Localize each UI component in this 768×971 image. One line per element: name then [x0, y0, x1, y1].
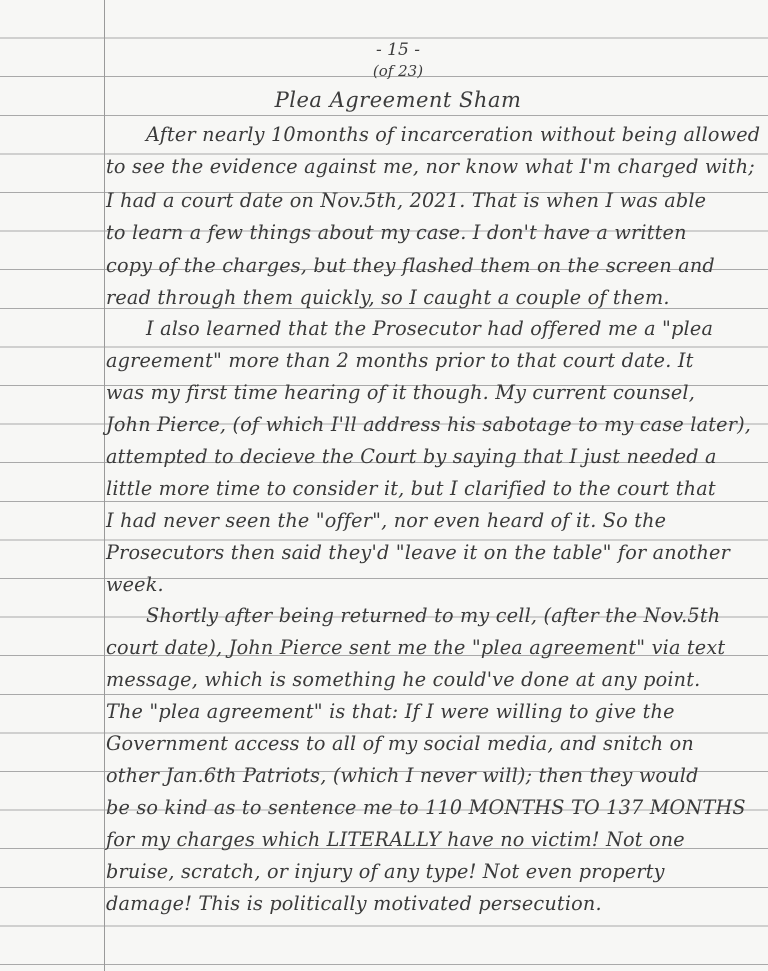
- text-line: attempted to decieve the Court by saying that I just needed a: [106, 445, 717, 468]
- text-line: Shortly after being returned to my cell, (after the Nov.5th: [146, 604, 721, 627]
- text-line: bruise, scratch, or injury of any type! Not even property: [106, 860, 665, 883]
- text-line: read through them quickly, so I caught a couple of them.: [106, 286, 670, 309]
- page-number: - 15 -: [376, 40, 420, 60]
- text-line: copy of the charges, but they flashed them on the screen and: [106, 254, 715, 277]
- page-title: Plea Agreement Sham: [274, 88, 522, 112]
- text-line: was my first time hearing of it though. My current counsel,: [106, 381, 696, 404]
- text-line: be so kind as to sentence me to 110 MONTHS TO 137 MONTHS: [106, 796, 746, 819]
- text-line: I had a court date on Nov.5th, 2021. That is when I was able: [106, 189, 707, 212]
- text-line: court date), John Pierce sent me the "plea agreement" via text: [106, 636, 726, 659]
- text-line: to see the evidence against me, nor know what I'm charged with;: [106, 155, 755, 178]
- text-line: Government access to all of my social media, and snitch on: [106, 732, 694, 755]
- text-line: Prosecutors then said they'd "leave it on the table" for another: [106, 541, 730, 564]
- text-line: for my charges which LITERALLY have no victim! Not one: [106, 828, 685, 851]
- text-line: I also learned that the Prosecutor had offered me a "plea: [146, 317, 714, 340]
- text-line: damage! This is politically motivated persecution.: [106, 892, 602, 915]
- text-line: agreement" more than 2 months prior to that court date. It: [106, 349, 694, 372]
- text-line: The "plea agreement" is that: If I were willing to give the: [106, 700, 675, 723]
- text-line: other Jan.6th Patriots, (which I never will); then they would: [106, 764, 699, 787]
- margin-line: [104, 0, 105, 971]
- text-line: I had never seen the "offer", nor even heard of it. So the: [106, 509, 667, 532]
- text-line: to learn a few things about my case. I don't have a written: [106, 221, 687, 244]
- text-line: little more time to consider it, but I clarified to the court that: [106, 477, 716, 500]
- text-line: After nearly 10months of incarceration without being allowed: [146, 123, 761, 146]
- text-line: week.: [106, 573, 164, 596]
- text-line: John Pierce, (of which I'll address his sabotage to my case later),: [106, 413, 752, 436]
- text-line: message, which is something he could've done at any point.: [106, 668, 701, 691]
- page-count: (of 23): [372, 62, 424, 80]
